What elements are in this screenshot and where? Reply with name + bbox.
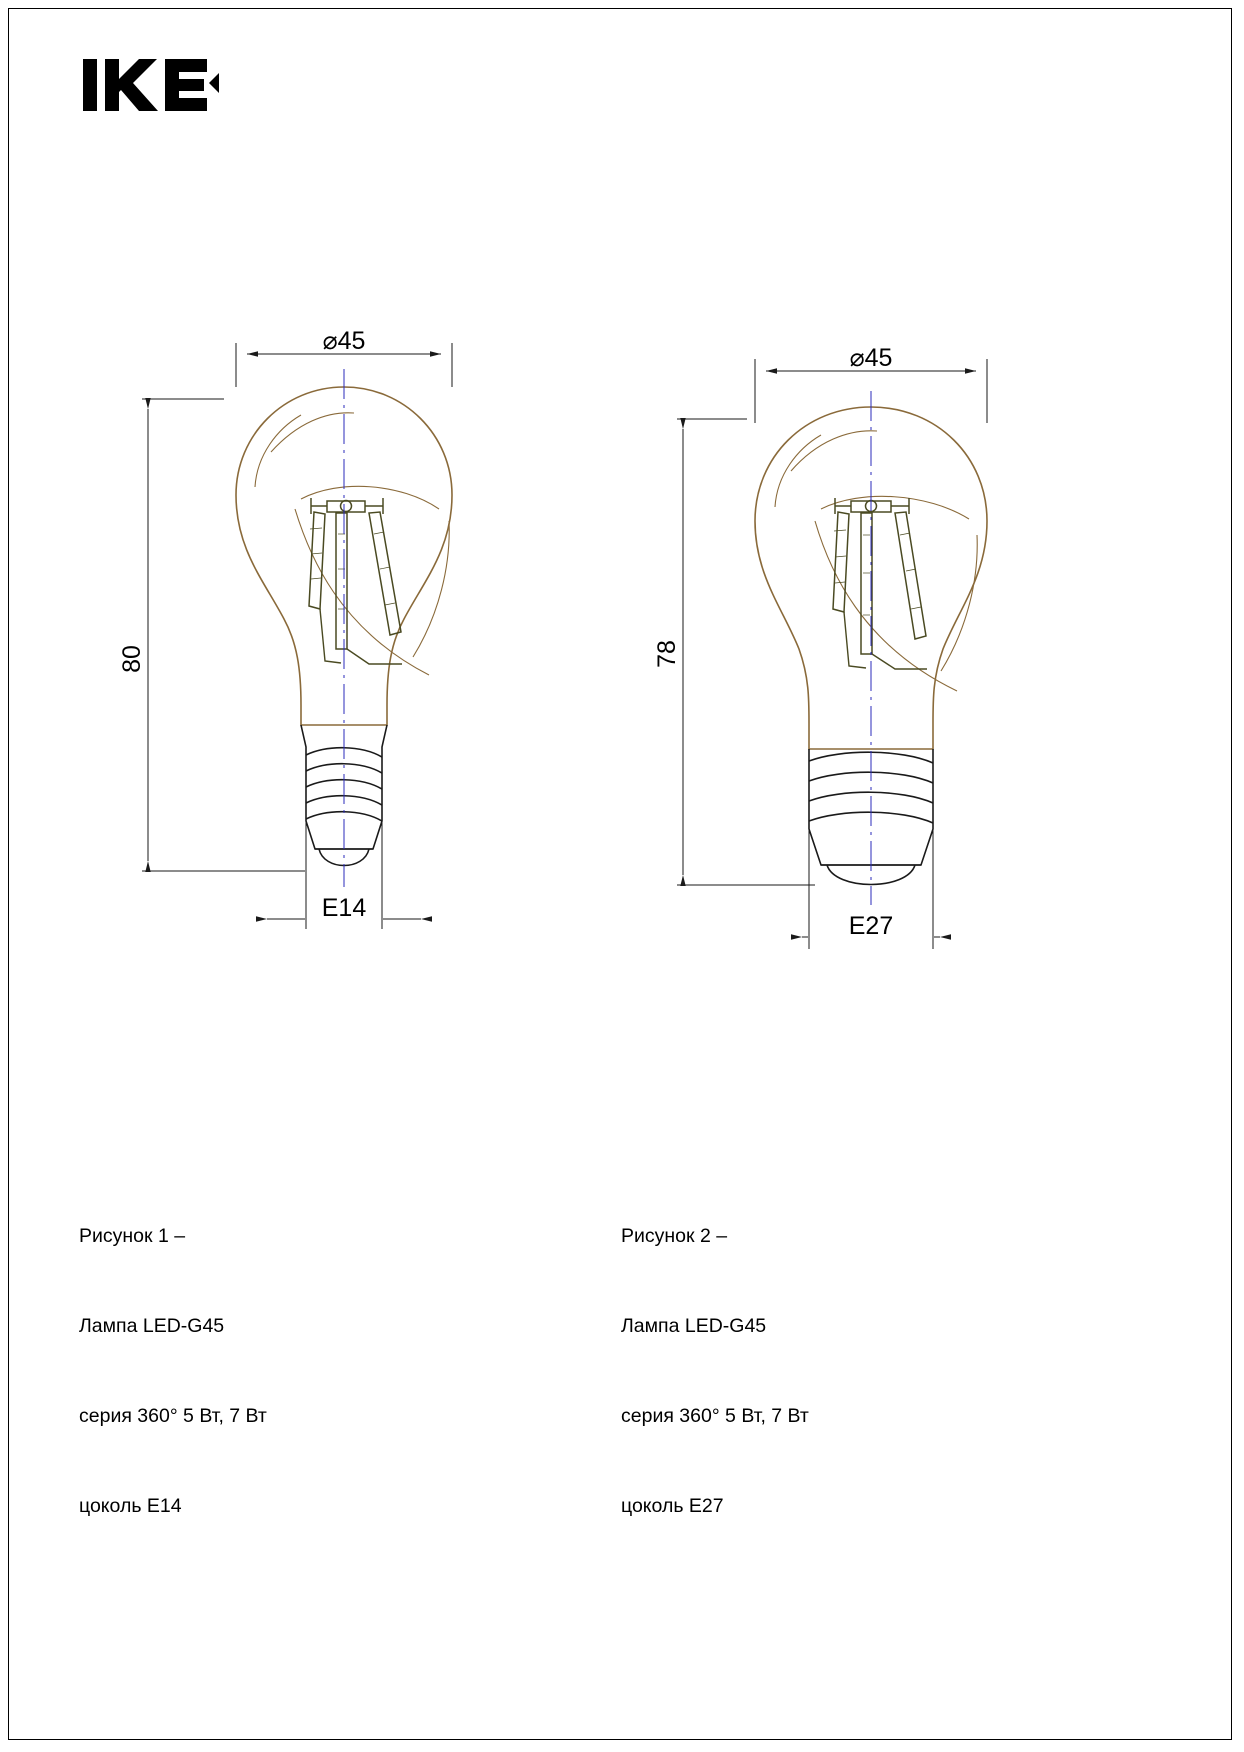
figure-2-drawing bbox=[653, 344, 987, 949]
filament-2 bbox=[833, 498, 927, 669]
dimension-base-2 bbox=[802, 829, 940, 949]
label-base-2: E27 bbox=[848, 912, 894, 940]
dimension-base-1 bbox=[267, 821, 421, 929]
dimension-height-1 bbox=[142, 399, 305, 871]
base-e14 bbox=[301, 725, 387, 866]
figure-2-caption bbox=[621, 1161, 809, 1581]
label-height-2: 78 bbox=[653, 640, 681, 668]
caption-line: цоколь E14 bbox=[79, 1495, 182, 1517]
iek-logo bbox=[81, 53, 221, 117]
caption-line: Лампа LED-G45 bbox=[79, 1315, 225, 1337]
figure-1-drawing bbox=[118, 327, 452, 929]
dimension-diameter-1 bbox=[236, 343, 452, 387]
base-e27 bbox=[809, 749, 933, 885]
figure-1-caption bbox=[79, 1161, 267, 1581]
caption-line: Рисунок 2 – bbox=[621, 1225, 728, 1247]
label-diameter-2: ⌀45 bbox=[849, 344, 893, 372]
caption-line: Лампа LED-G45 bbox=[621, 1315, 767, 1337]
label-base-1: E14 bbox=[321, 894, 367, 922]
caption-line: серия 360° 5 Вт, 7 Вт bbox=[621, 1405, 809, 1427]
label-height-1: 80 bbox=[118, 645, 146, 673]
page-sheet bbox=[8, 8, 1232, 1740]
dimension-height-2 bbox=[677, 419, 815, 885]
label-diameter-1: ⌀45 bbox=[322, 327, 366, 355]
dimension-diameter-2 bbox=[755, 359, 987, 423]
bulb-glass-1 bbox=[236, 387, 452, 725]
caption-line: цоколь E27 bbox=[621, 1495, 724, 1517]
caption-line: серия 360° 5 Вт, 7 Вт bbox=[79, 1405, 267, 1427]
filament-1 bbox=[309, 498, 402, 664]
bulb-glass-2 bbox=[755, 407, 987, 749]
caption-line: Рисунок 1 – bbox=[79, 1225, 186, 1247]
